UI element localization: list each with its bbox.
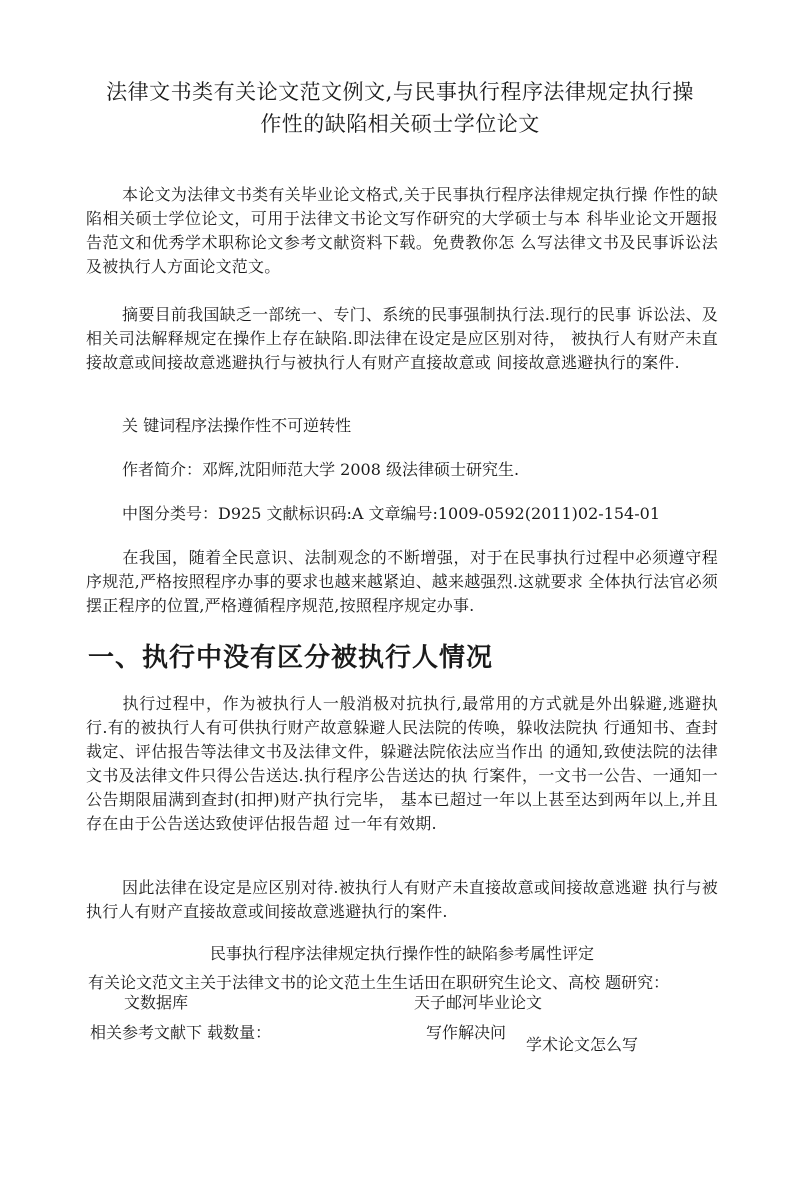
footer-line-c-left: 相关参考文献下 载数量： bbox=[90, 1023, 272, 1042]
footer-line-c-right: 学术论文怎么写 bbox=[526, 1035, 639, 1054]
title-line-1: 法律文书类有关论文范文例文,与民事执行程序法律规定执行操 bbox=[106, 80, 694, 104]
intro2-paragraph bbox=[86, 546, 718, 618]
footer-line-a: 有关论文范文主关于法律文书的论文范土生生话田在职研究生论文、高校 题研究： bbox=[88, 973, 670, 992]
abstract-paragraph bbox=[86, 303, 718, 375]
footer-line-c-mid: 写作解决问 bbox=[426, 1023, 507, 1042]
keywords-line: 关 键词程序法操作性不可逆转性 bbox=[122, 416, 352, 435]
section-1-paragraph-1 bbox=[86, 692, 718, 836]
intro-text: 本论文为法律文书类有关毕业论文格式,关于民事执行程序法律规定执行操 作性的缺陷相关硕士学位论文，可用于法律文书论文写作研究的大学硕士与本 科毕业论文开题报告范文和优秀学术职称论文参考文献资料下载。免费教你怎 么写法律文书及民事诉讼法及被执行人方面论文范文。 bbox=[86, 185, 718, 276]
footer-center-line: 民事执行程序法律规定执行操作性的缺陷参考属性评定 bbox=[209, 944, 594, 963]
section-1-paragraph-2-text: 因此法律在设定是应区别对待.被执行人有财产未直接故意或间接故意逃避 执行与被执行人有财产直接故意或间接故意逃避执行的案件. bbox=[86, 878, 718, 921]
author-line: 作者简介：邓辉,沈阳师范大学 2008 级法律硕士研究生. bbox=[122, 460, 520, 479]
document-title bbox=[60, 76, 740, 140]
title-line-2: 作性的缺陷相关硕士学位论文 bbox=[260, 112, 540, 136]
section-1-paragraph-2 bbox=[86, 876, 718, 924]
footer-line-b-right: 天子邮河毕业论文 bbox=[414, 993, 543, 1012]
intro2-text: 在我国，随着全民意识、法制观念的不断增强，对于在民事执行过程中必须遵守程序规范,严格按照程序办事的要求也越来越紧迫、越来越强烈.这就要求 全体执行法官必须摆正程序的位置,严格遵循程序规范,按照程序规定办事. bbox=[86, 548, 718, 615]
section-1-heading: 一、执行中没有区分被执行人情况 bbox=[88, 643, 494, 673]
intro-paragraph bbox=[86, 183, 718, 279]
abstract-text: 摘要目前我国缺乏一部统一、专门、系统的民事强制执行法.现行的民事 诉讼法、及相关司法解释规定在操作上存在缺陷.即法律在设定是应区别对待， 被执行人有财产未直接故意或间接故意逃避执行与被执行人有财产直接故意或 间接故意逃避执行的案件. bbox=[86, 305, 718, 372]
section-1-paragraph-1-text: 执行过程中，作为被执行人一般消极对抗执行,最常用的方式就是外出躲避,逃避执行.有的被执行人有可供执行财产故意躲避人民法院的传唤，躲收法院执 行通知书、查封裁定、评估报告等法律文书及法律文件，躲避法院依法应当作出 的通知,致使法院的法律文书及法律文件只得公告送达.执行程序公告送达的执 行案件，一文书一公告、一通知一公告期限届满到查封(扣押)财产执行完毕， 基本已超过一年以上甚至达到两年以上,并且存在由于公告送达致使评估报告超 过一年有效期. bbox=[86, 694, 718, 833]
footer-line-b-left: 文数据库 bbox=[124, 993, 189, 1012]
classification-line: 中图分类号：D925 文献标识码:A 文章编号:1009-0592(2011)02-154-01 bbox=[122, 504, 660, 523]
